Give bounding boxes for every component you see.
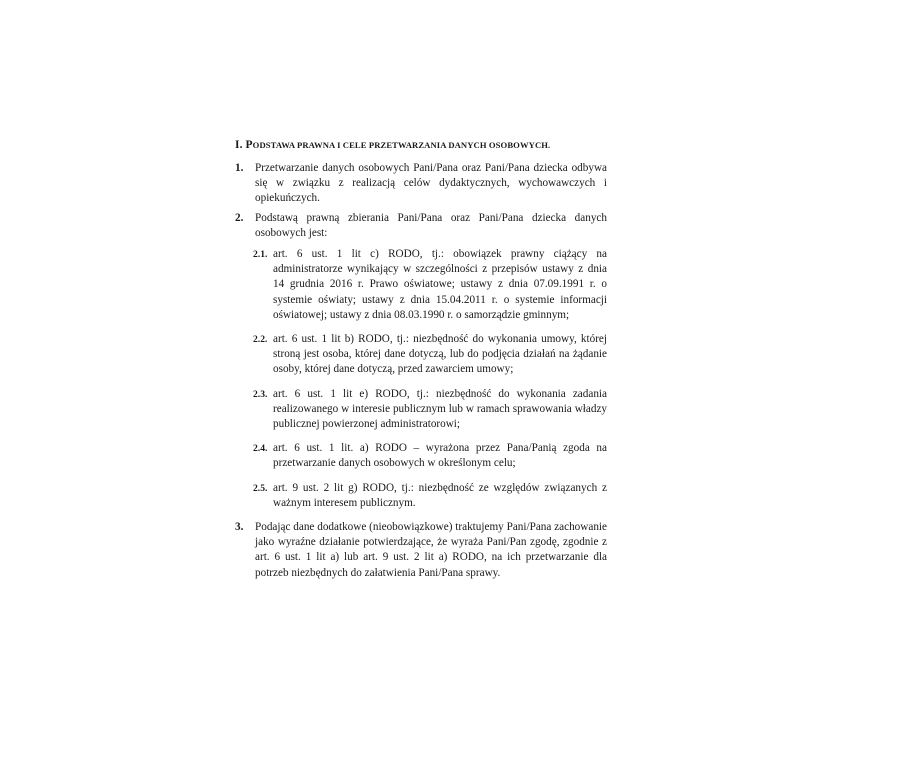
sublist-item-text: art. 6 ust. 1 lit e) RODO, tj.: niezbędność do wykonania zadania realizowanego w interesie publicznym lub w ramach sprawowania władzy publicznej powierzonej administratorowi; <box>273 387 607 431</box>
list-item-number: 1. <box>235 162 244 174</box>
section-heading <box>235 139 607 151</box>
section-numeral: I. <box>235 139 243 151</box>
sublist-item-2-1 <box>253 247 607 323</box>
list-item-1 <box>235 161 607 207</box>
list-item-number: 2. <box>235 211 244 224</box>
list-item-text: Podstawą prawną zbierania Pani/Pana oraz Pani/Pana dziecka danych osobowych jest: <box>255 211 607 239</box>
sublist-item-number: 2.5. <box>253 482 268 494</box>
sublist-item-text: art. 9 ust. 2 lit g) RODO, tj.: niezbędność ze względów związanych z ważnym interesem publicznym. <box>273 481 607 509</box>
section-title-first-letter: P <box>245 139 253 151</box>
list-item-text: Podając dane dodatkowe (nieobowiązkowe) traktujemy Pani/Pana zachowanie jako wyraźne działanie potwierdzające, że wyraża Pani/Pan zgodę, zgodnie z art. 6 ust. 1 lit a) lub art. 9 ust. 2 lit a) RODO, na ich przetwarzanie dla potrzeb niezbędnych do załatwienia Pani/Pana sprawy. <box>255 521 607 579</box>
sublist-item-text: art. 6 ust. 1 lit c) RODO, tj.: obowiązek prawny ciążący na administratorze wynikający w szczególności z przepisów ustawy z dnia 14 grudnia 2016 r. Prawo oświatowe; ustawy z dnia 07.09.1991 r. o systemie oświaty; ustawy z dnia 15.04.2011 r. o systemie informacji oświatowej; ustawy z dnia 08.03.1990 r. o samorządzie gminnym; <box>273 248 607 321</box>
list-item-3 <box>235 520 607 581</box>
sublist-item-2-2 <box>253 332 607 378</box>
sublist <box>253 247 607 511</box>
sublist-item-number: 2.4. <box>253 443 268 455</box>
sublist-item-text: art. 6 ust. 1 lit. a) RODO – wyrażona przez Pana/Panią zgoda na przetwarzanie danych osobowych w określonym celu; <box>273 442 607 470</box>
list-item-number: 3. <box>235 521 244 534</box>
sublist-item-2-3 <box>253 387 607 433</box>
sublist-item-number: 2.2. <box>253 334 268 346</box>
section-title-rest: ODSTAWA PRAWNA I CELE PRZETWARZANIA DANYCH OSOBOWYCH. <box>252 140 551 150</box>
sublist-item-2-4 <box>253 441 607 471</box>
list-item-text: Przetwarzanie danych osobowych Pani/Pana oraz Pani/Pana dziecka odbywa się w związku z realizacją celów dydaktycznych, wychowawczych i opiekuńczych. <box>255 162 607 205</box>
sublist-item-number: 2.3. <box>253 388 268 400</box>
sublist-item-number: 2.1. <box>253 249 268 261</box>
list-item-2 <box>235 211 607 241</box>
sublist-item-text: art. 6 ust. 1 lit b) RODO, tj.: niezbędność do wykonania umowy, której stroną jest osoba, której dane dotyczą, lub do podjęcia działań na żądanie osoby, której dane dotyczą, przed zawarciem umowy; <box>273 333 607 376</box>
sublist-item-2-5 <box>253 481 607 511</box>
document-content <box>235 139 607 585</box>
